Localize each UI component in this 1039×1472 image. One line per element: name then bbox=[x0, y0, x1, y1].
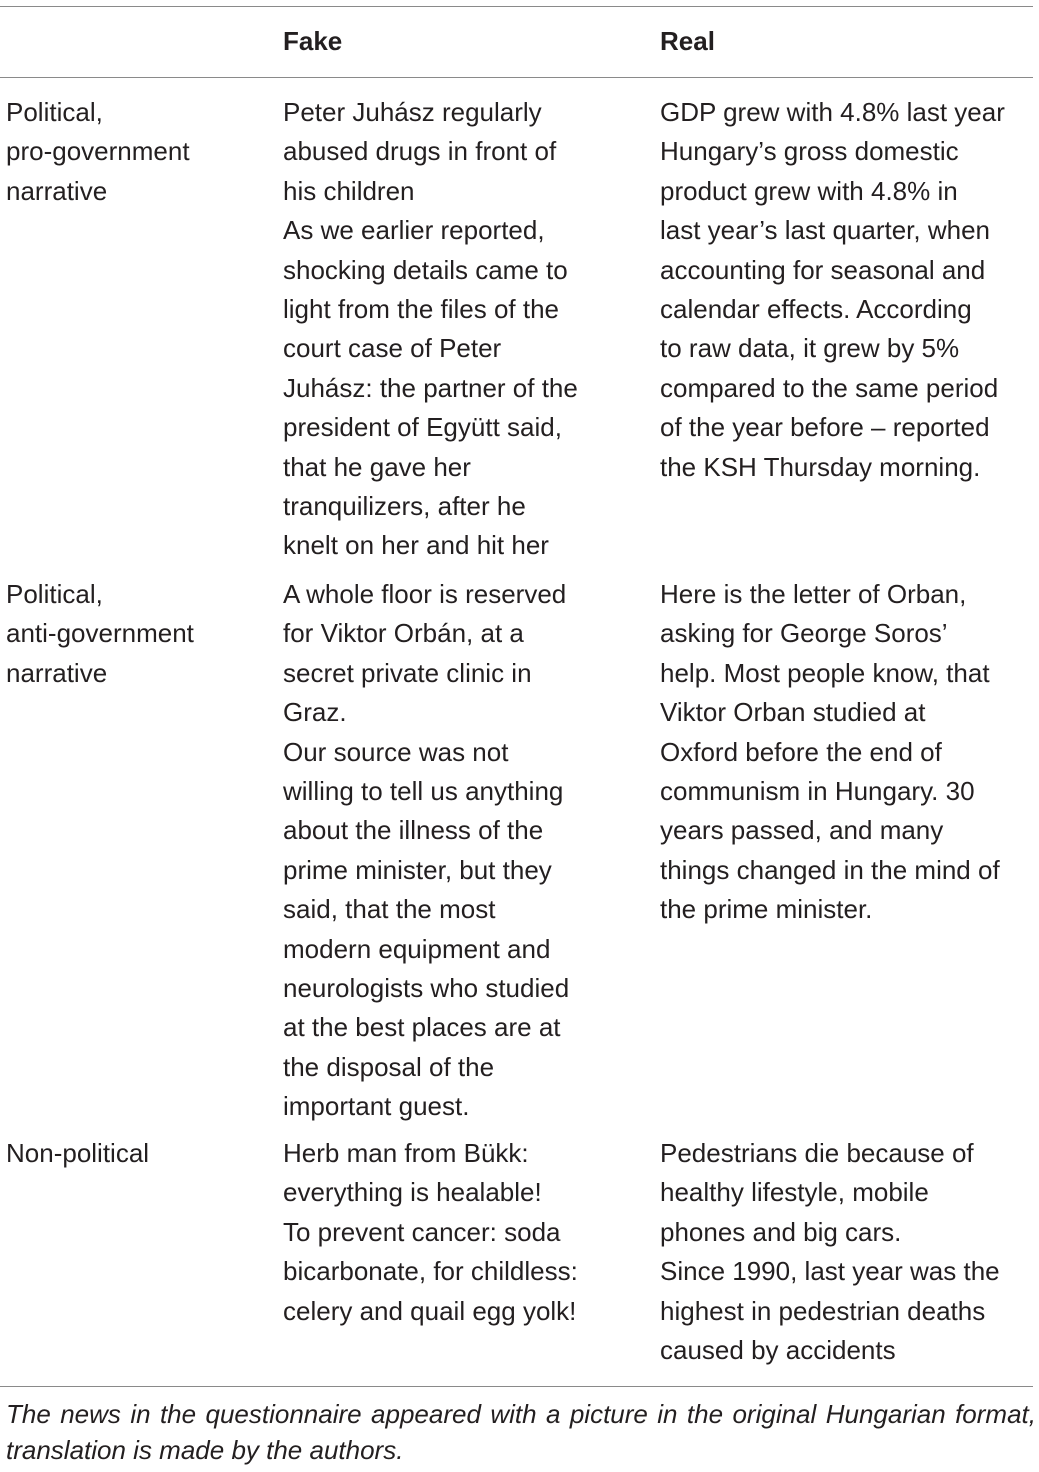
row-non-political-fake: Herb man from Bükk: everything is healable! To prevent cancer: soda bicarbonate, for childless: celery and quail egg yolk! bbox=[283, 1138, 578, 1326]
row-anti-government-real: Here is the letter of Orban, asking for George Soros’ help. Most people know, that Viktor Orban studied at Oxford before the end of communism in Hungary. 30 years passed, and many things changed in the mind of the prime minister. bbox=[660, 579, 1000, 925]
header-real: Real bbox=[660, 26, 715, 56]
header-rule bbox=[0, 77, 1033, 78]
row-non-political-real: Pedestrians die because of healthy lifestyle, mobile phones and big cars. Since 1990, last year was the highest in pedestrian deaths caused by accidents bbox=[660, 1138, 1000, 1366]
row-non-political-category: Non-political bbox=[6, 1138, 150, 1168]
table-bottom-rule bbox=[0, 1386, 1033, 1387]
row-anti-government-category: Political, anti-government narrative bbox=[6, 579, 194, 688]
table-footnote: The news in the questionnaire appeared with a picture in the original Hungarian format, translation is made by the authors. bbox=[6, 1399, 1036, 1465]
header-fake: Fake bbox=[283, 26, 343, 56]
row-anti-government-fake: A whole floor is reserved for Viktor Orbán, at a secret private clinic in Graz. Our source was not willing to tell us anything about the illness of the prime minister, but they said, that the most modern equipment and neurologists who studied at the best places are at the disposal of the important guest. bbox=[283, 579, 570, 1122]
row-pro-government-fake: Peter Juhász regularly abused drugs in front of his children As we earlier reported, shocking details came to light from the files of the court case of Peter Juhász: the partner of the president of Együtt said, that he gave her tranquilizers, after he knelt on her and hit her bbox=[283, 97, 578, 561]
row-pro-government-category: Political, pro-government narrative bbox=[6, 97, 190, 206]
row-pro-government-real: GDP grew with 4.8% last year Hungary’s gross domestic product grew with 4.8% in last year’s last quarter, when accounting for seasonal and calendar effects. According to raw data, it grew by 5% compared to the same period of the year before – reported the KSH Thursday morning. bbox=[660, 97, 1005, 482]
table-top-rule bbox=[0, 6, 1033, 7]
